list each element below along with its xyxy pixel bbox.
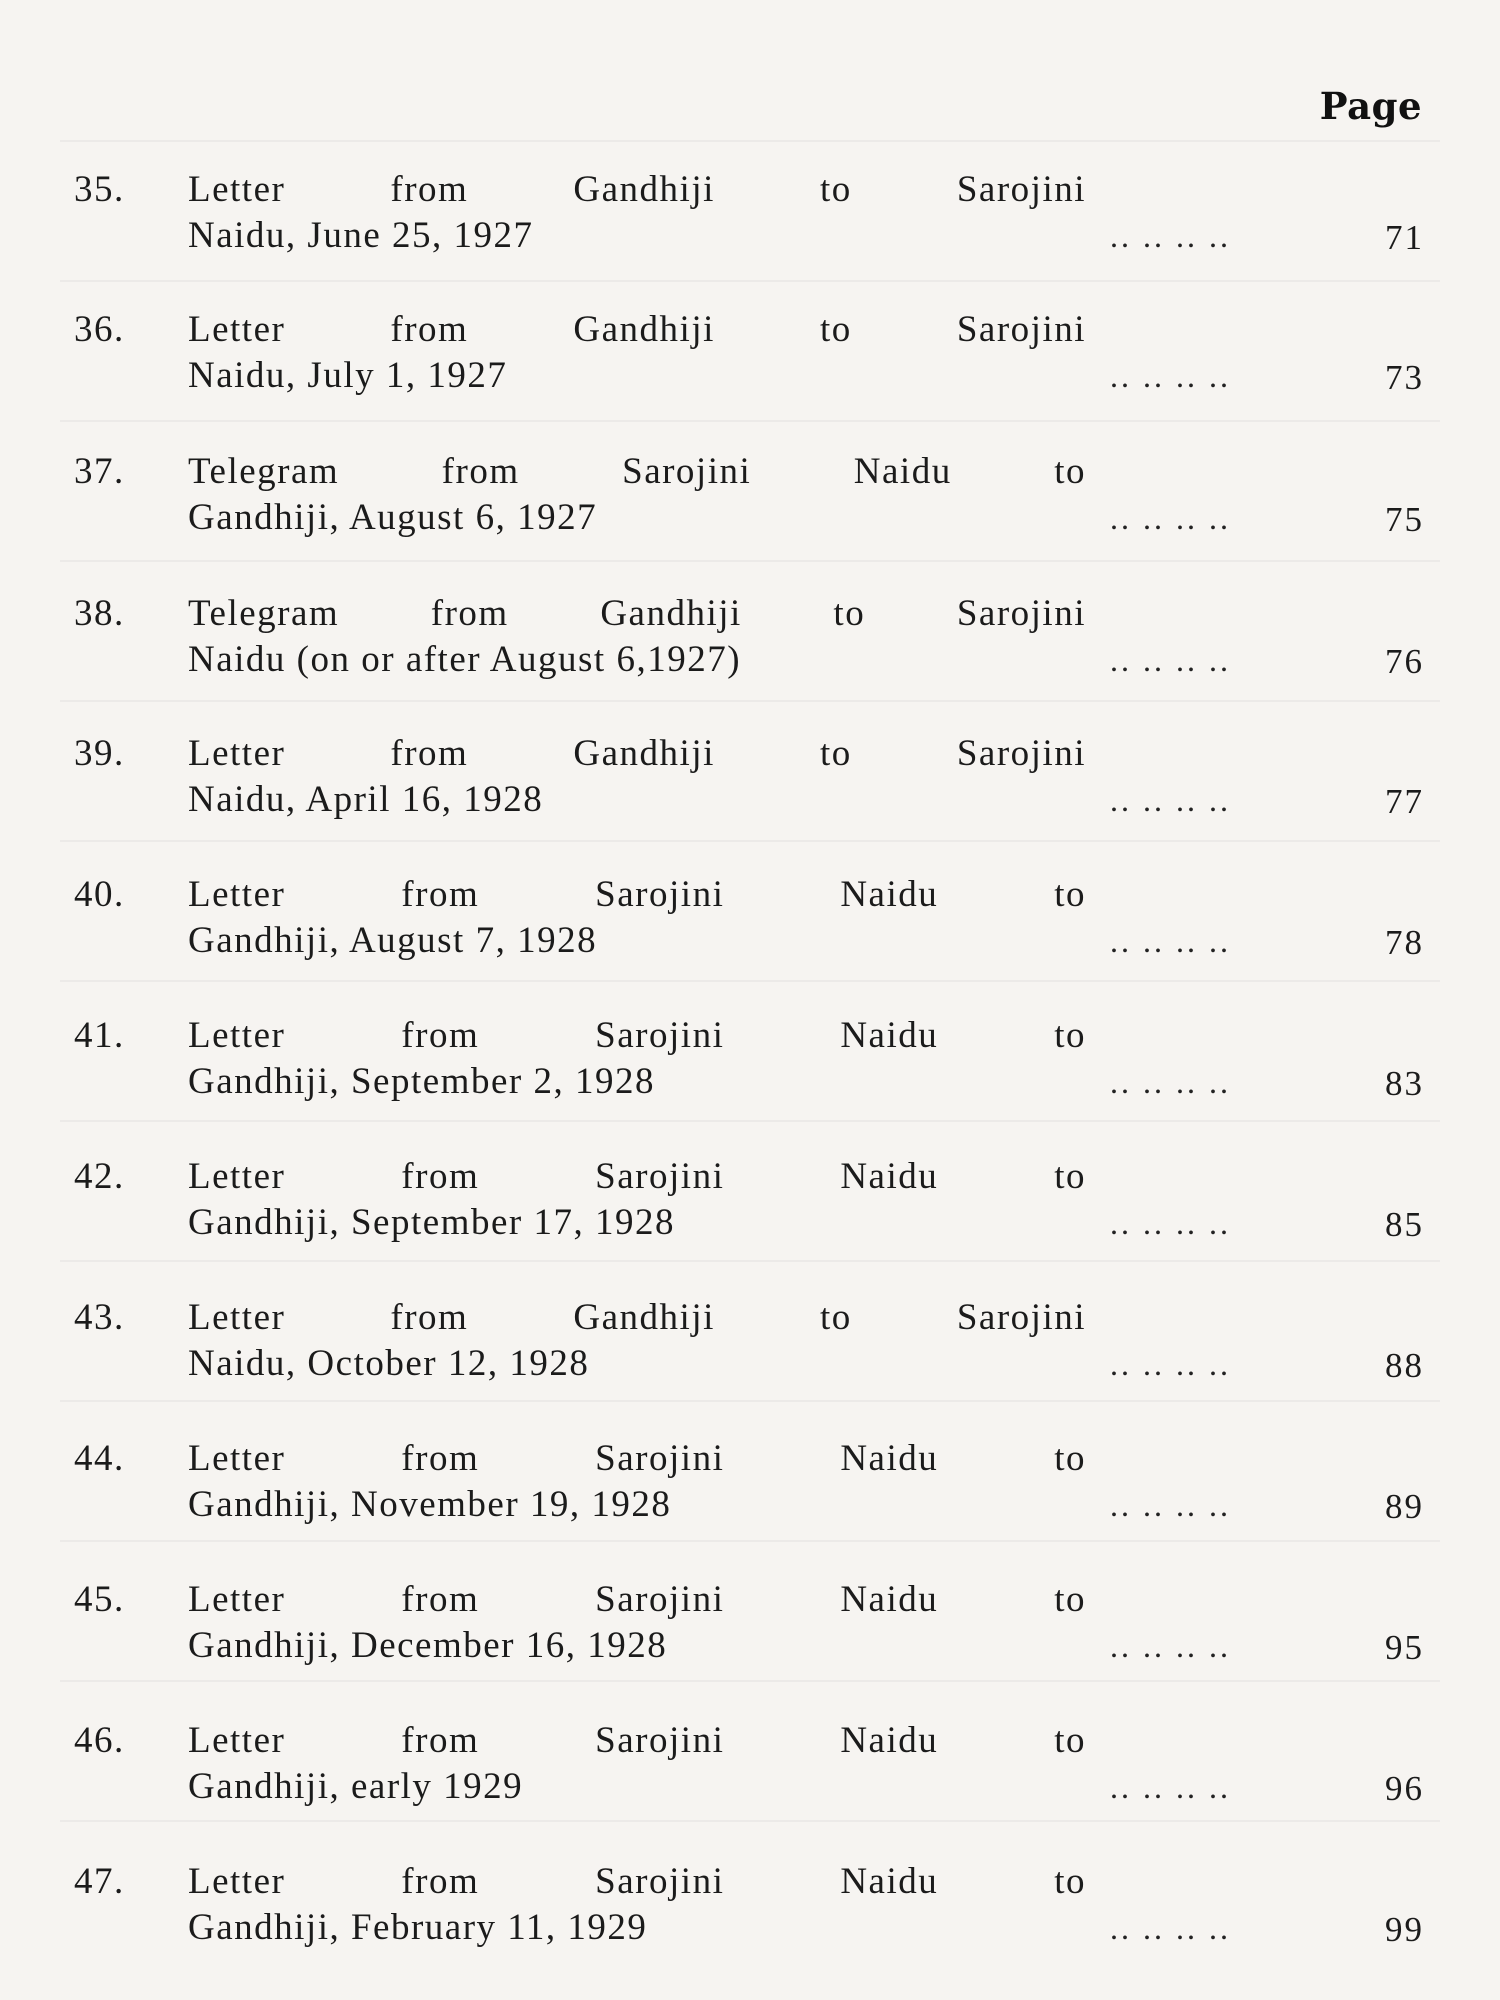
entry-page-number: 85 [1385, 1205, 1424, 1244]
dot-leader: .. .. .. .. [1110, 1205, 1231, 1241]
dot-leader: .. .. .. .. [1110, 218, 1231, 254]
entry-title-line2: Naidu, April 16, 1928 [188, 779, 544, 820]
entry-title-line2: Gandhiji, September 2, 1928 [188, 1061, 655, 1102]
dot-leader: .. .. .. .. [1110, 642, 1231, 678]
entry-number: 41. [74, 1015, 125, 1056]
entry-title-line1: Telegram from Sarojini Naidu to [188, 451, 1086, 492]
entry-title-line1: Letter from Sarojini Naidu to [188, 1015, 1086, 1056]
entry-page-number: 76 [1385, 642, 1424, 681]
entry-page-number: 71 [1385, 218, 1424, 257]
entry-title-line2: Gandhiji, early 1929 [188, 1766, 524, 1807]
entry-title-line2: Naidu, June 25, 1927 [188, 215, 534, 256]
dot-leader: .. .. .. .. [1110, 1064, 1231, 1100]
dot-leader: .. .. .. .. [1110, 1628, 1231, 1664]
entry-page-number: 89 [1385, 1487, 1424, 1526]
entry-number: 39. [74, 733, 125, 774]
entry-number: 44. [74, 1438, 125, 1479]
entry-title-line2: Gandhiji, August 6, 1927 [188, 497, 598, 538]
dot-leader: .. .. .. .. [1110, 1769, 1231, 1805]
entry-title-line1: Letter from Gandhiji to Sarojini [188, 733, 1086, 774]
toc-entry [0, 1296, 1500, 1406]
dot-leader: .. .. .. .. [1110, 500, 1231, 536]
entry-title-line2: Naidu, July 1, 1927 [188, 355, 508, 396]
toc-entry [0, 450, 1500, 560]
entry-title-line1: Letter from Sarojini Naidu to [188, 1579, 1086, 1620]
dot-leader: .. .. .. .. [1110, 358, 1231, 394]
entry-page-number: 75 [1385, 500, 1424, 539]
entry-number: 36. [74, 309, 125, 350]
entry-title-line1: Letter from Gandhiji to Sarojini [188, 1297, 1086, 1338]
toc-entry [0, 592, 1500, 702]
entry-page-number: 95 [1385, 1628, 1424, 1667]
entry-title-line1: Letter from Sarojini Naidu to [188, 1438, 1086, 1479]
entry-number: 45. [74, 1579, 125, 1620]
toc-entry [0, 1860, 1500, 1970]
toc-entry [0, 873, 1500, 983]
entry-title-line2: Naidu (on or after August 6,1927) [188, 639, 742, 680]
entry-title-line2: Gandhiji, November 19, 1928 [188, 1484, 672, 1525]
toc-entry [0, 308, 1500, 418]
entry-title-line1: Letter from Gandhiji to Sarojini [188, 309, 1086, 350]
entry-number: 35. [74, 169, 125, 210]
entry-number: 38. [74, 593, 125, 634]
entry-number: 46. [74, 1720, 125, 1761]
toc-entry [0, 732, 1500, 842]
entry-number: 42. [74, 1156, 125, 1197]
dot-leader: .. .. .. .. [1110, 1487, 1231, 1523]
entry-title-line2: Naidu, October 12, 1928 [188, 1343, 590, 1384]
entry-number: 37. [74, 451, 125, 492]
toc-entry [0, 168, 1500, 278]
entry-title-line1: Letter from Sarojini Naidu to [188, 1720, 1086, 1761]
entry-number: 40. [74, 874, 125, 915]
dot-leader: .. .. .. .. [1110, 923, 1231, 959]
entry-page-number: 83 [1385, 1064, 1424, 1103]
entry-title-line2: Gandhiji, December 16, 1928 [188, 1625, 668, 1666]
dot-leader: .. .. .. .. [1110, 1910, 1231, 1946]
entry-page-number: 88 [1385, 1346, 1424, 1385]
entry-title-line1: Telegram from Gandhiji to Sarojini [188, 593, 1086, 634]
toc-entry [0, 1437, 1500, 1547]
entry-number: 43. [74, 1297, 125, 1338]
entry-page-number: 73 [1385, 358, 1424, 397]
dot-leader: .. .. .. .. [1110, 1346, 1231, 1382]
toc-entry [0, 1578, 1500, 1688]
entry-title-line1: Letter from Gandhiji to Sarojini [188, 169, 1086, 210]
page-column-header: Page [1319, 84, 1422, 128]
entry-page-number: 96 [1385, 1769, 1424, 1808]
entry-number: 47. [74, 1861, 125, 1902]
entry-title-line2: Gandhiji, August 7, 1928 [188, 920, 598, 961]
entry-page-number: 99 [1385, 1910, 1424, 1949]
toc-entry [0, 1014, 1500, 1124]
entry-title-line1: Letter from Sarojini Naidu to [188, 874, 1086, 915]
entry-title-line2: Gandhiji, September 17, 1928 [188, 1202, 675, 1243]
entry-title-line1: Letter from Sarojini Naidu to [188, 1861, 1086, 1902]
entry-title-line1: Letter from Sarojini Naidu to [188, 1156, 1086, 1197]
dot-leader: .. .. .. .. [1110, 782, 1231, 818]
toc-entry [0, 1719, 1500, 1829]
entry-page-number: 78 [1385, 923, 1424, 962]
entry-page-number: 77 [1385, 782, 1424, 821]
entry-title-line2: Gandhiji, February 11, 1929 [188, 1907, 648, 1948]
toc-entry [0, 1155, 1500, 1265]
